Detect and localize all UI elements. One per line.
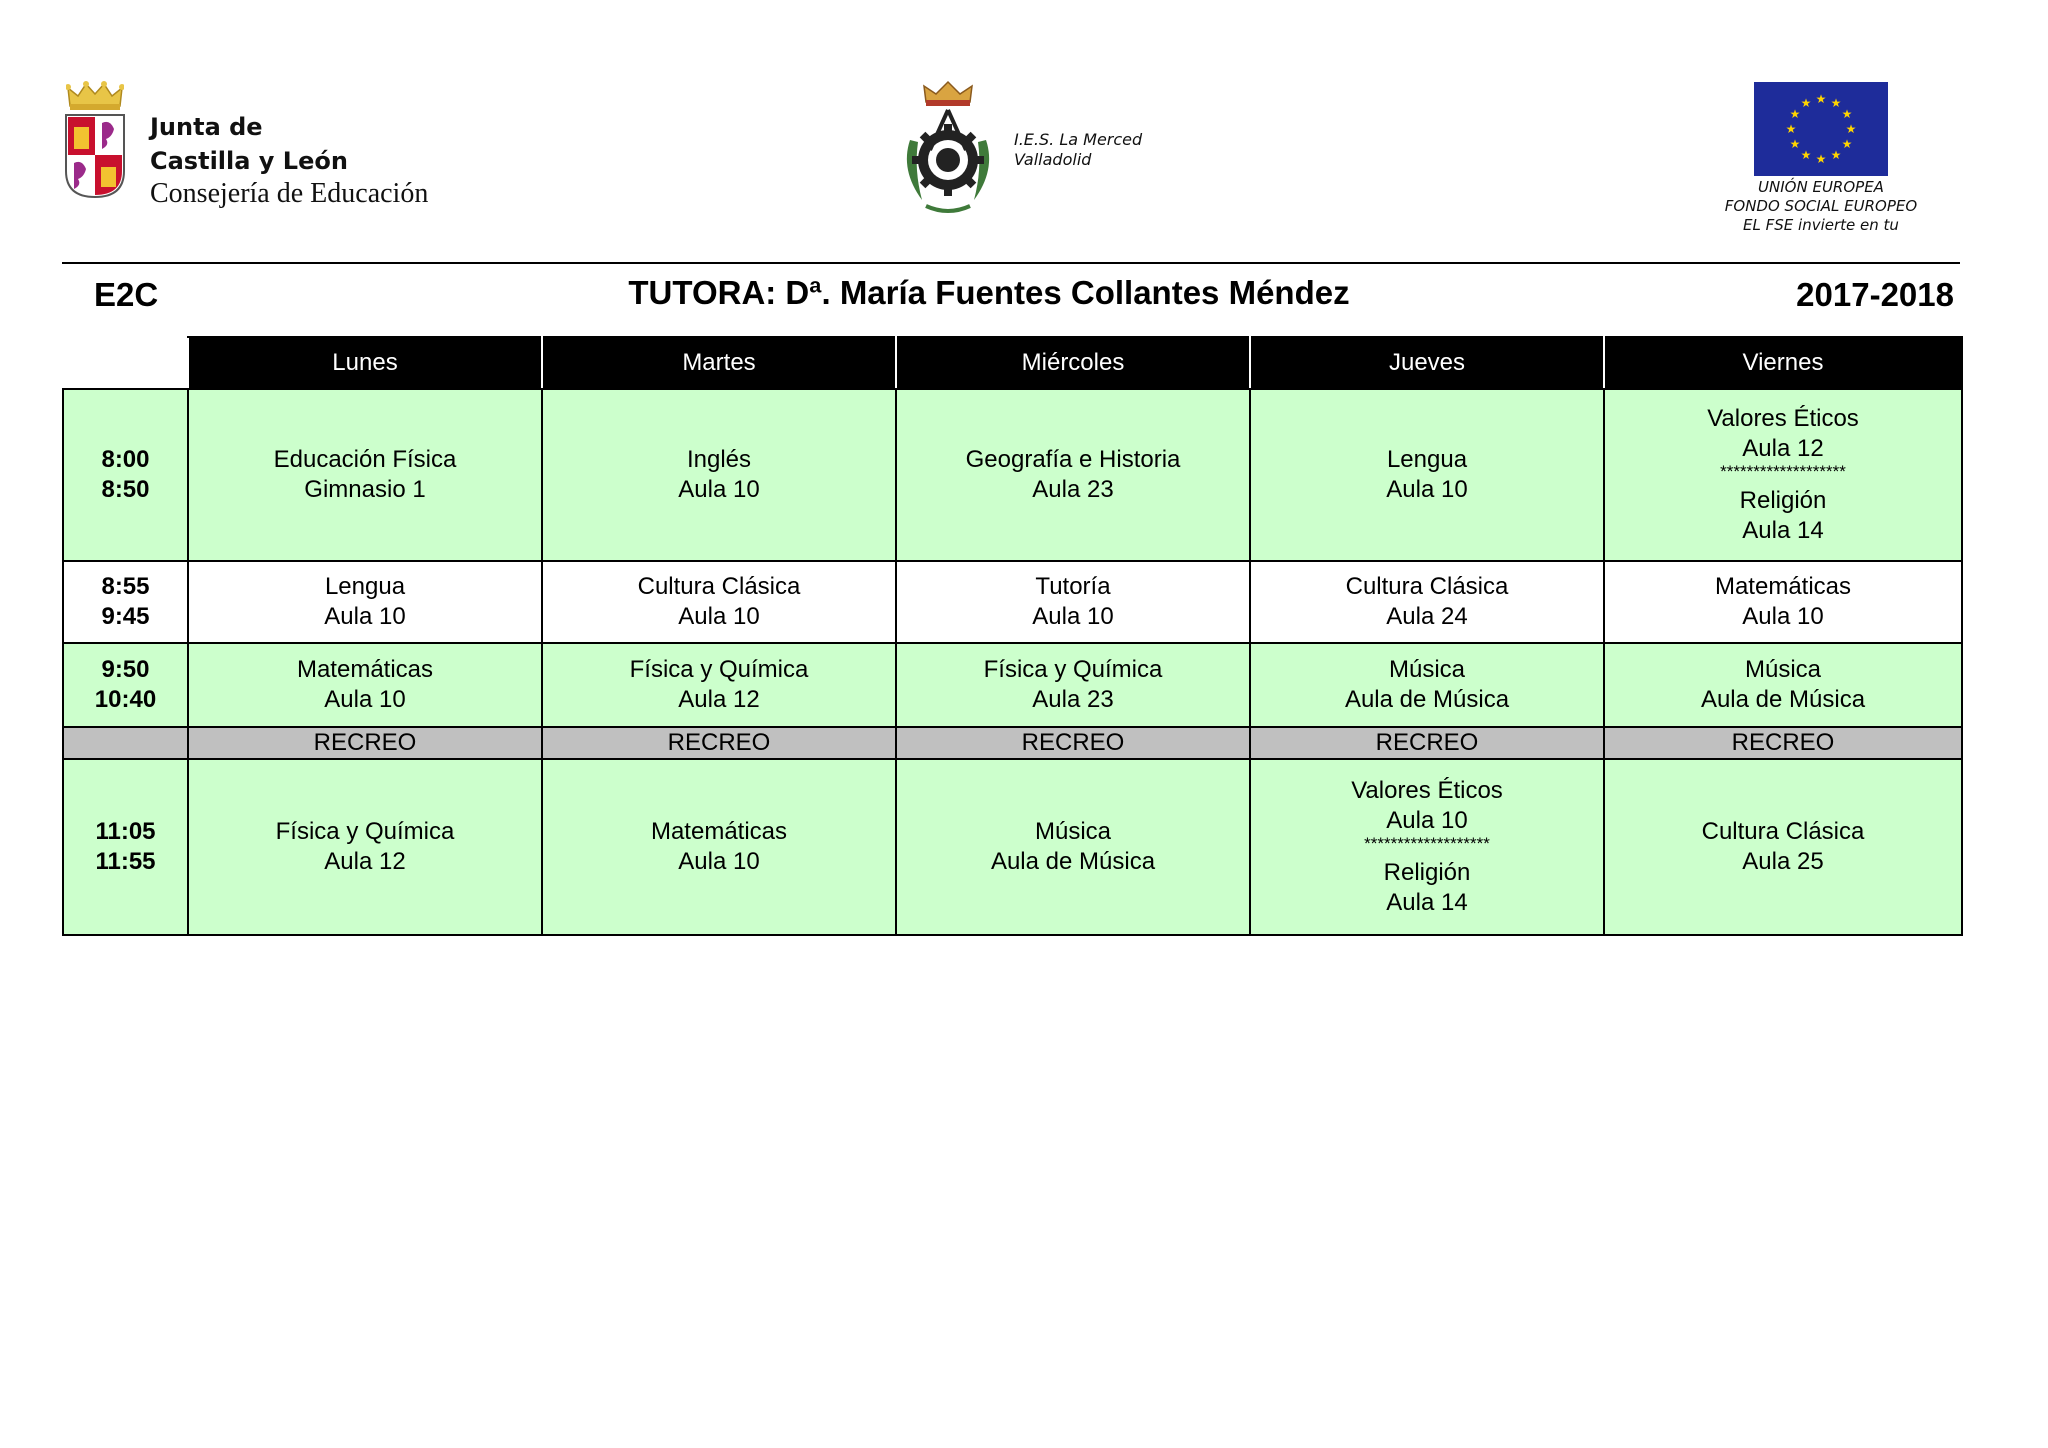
day-header: Jueves (1250, 337, 1604, 389)
room: Aula 23 (1032, 476, 1114, 503)
room: Aula 10 (1386, 476, 1468, 503)
break-cell: RECREO (188, 727, 542, 759)
break-row (63, 727, 1962, 759)
school-city: Valladolid (1014, 150, 1092, 169)
period-row (63, 643, 1962, 727)
crown-icon (66, 80, 124, 110)
room: Aula 10 (678, 603, 760, 630)
alt-subject: Religión (1739, 487, 1827, 514)
castle-lion-shield-icon (64, 113, 126, 199)
lesson-cell (542, 561, 896, 643)
lesson-cell (1250, 561, 1604, 643)
subject: Física y Química (275, 818, 455, 845)
lesson-cell (188, 561, 542, 643)
day-header: Martes (542, 337, 896, 389)
lesson-cell (1604, 759, 1962, 935)
subject: Cultura Clásica (1345, 573, 1509, 600)
subject: Geografía e Historia (965, 446, 1181, 473)
period-time (63, 561, 188, 643)
subject: Física y Química (629, 656, 809, 683)
svg-text:★: ★ (1785, 122, 1797, 136)
room: Aula de Música (990, 848, 1156, 875)
lesson-cell (542, 389, 896, 561)
room: Aula 10 (324, 603, 406, 630)
subject: Inglés (686, 446, 752, 473)
subject: Cultura Clásica (1701, 818, 1865, 845)
lesson-cell (188, 389, 542, 561)
lesson-cell (1604, 561, 1962, 643)
subject: Música (1388, 656, 1466, 683)
lesson-cell (1604, 643, 1962, 727)
corner-cell (63, 337, 188, 389)
school-year: 2017-2018 (1796, 276, 1954, 313)
period-start: 9:50 (101, 656, 150, 683)
room: Aula 25 (1742, 848, 1824, 875)
subject: Valores Éticos (1707, 405, 1859, 432)
jcyl-line1: Junta de (150, 113, 263, 141)
period-start: 8:00 (101, 446, 150, 473)
jcyl-line3: Consejería de Educación (150, 178, 429, 209)
subject: Educación Física (273, 446, 457, 473)
room: Aula 24 (1386, 603, 1468, 630)
alt-room: Aula 14 (1386, 889, 1468, 916)
room: Aula 12 (678, 686, 760, 713)
day-header: Viernes (1604, 337, 1962, 389)
room: Aula 10 (1742, 603, 1824, 630)
subject: Música (1034, 818, 1112, 845)
break-cell: RECREO (896, 727, 1250, 759)
period-time (63, 389, 188, 561)
group-code: E2C (94, 276, 159, 313)
room: Aula 10 (678, 848, 760, 875)
break-cell: RECREO (1604, 727, 1962, 759)
lesson-cell-split (1604, 389, 1962, 561)
period-start: 8:55 (101, 573, 150, 600)
subject: Música (1744, 656, 1822, 683)
period-row (63, 759, 1962, 935)
break-cell: RECREO (1250, 727, 1604, 759)
svg-text:★: ★ (1830, 148, 1842, 162)
period-start: 11:05 (95, 818, 156, 845)
period-end: 8:50 (101, 476, 150, 503)
alt-subject: Religión (1383, 859, 1471, 886)
lesson-cell (896, 561, 1250, 643)
lesson-cell (542, 759, 896, 935)
period-time (63, 643, 188, 727)
junta-castilla-leon-logo (62, 80, 462, 210)
period-end: 10:40 (94, 686, 157, 713)
timetable-header (62, 268, 1960, 320)
lesson-cell (188, 759, 542, 935)
school-logo (896, 80, 1156, 220)
day-header: Lunes (188, 337, 542, 389)
svg-text:★: ★ (1789, 107, 1801, 121)
subject: Tutoría (1035, 573, 1111, 600)
svg-text:★: ★ (1845, 122, 1857, 136)
svg-text:★: ★ (1800, 148, 1812, 162)
lesson-cell (896, 759, 1250, 935)
timetable (62, 336, 1963, 936)
jcyl-line2: Castilla y León (150, 147, 348, 175)
lesson-cell (1250, 389, 1604, 561)
subject: Física y Química (983, 656, 1163, 683)
room: Aula de Música (1344, 686, 1510, 713)
svg-text:★: ★ (1815, 92, 1827, 106)
subject: Lengua (324, 573, 406, 600)
period-end: 9:45 (101, 603, 150, 630)
room: Aula de Música (1700, 686, 1866, 713)
room: Aula 10 (324, 686, 406, 713)
svg-text:★: ★ (1841, 107, 1853, 121)
subject: Lengua (1386, 446, 1468, 473)
svg-text:★: ★ (1841, 137, 1853, 151)
break-time-cell (63, 727, 188, 759)
eu-line2: FONDO SOCIAL EUROPEO (1724, 197, 1918, 215)
school-name: I.E.S. La Merced (1014, 130, 1143, 149)
option-separator: ******************* (1364, 834, 1490, 853)
room: Aula 10 (678, 476, 760, 503)
option-separator: ******************* (1720, 462, 1846, 481)
lesson-cell (1250, 643, 1604, 727)
subject: Matemáticas (296, 656, 434, 683)
svg-text:★: ★ (1800, 96, 1812, 110)
room: Aula 10 (1032, 603, 1114, 630)
room: Aula 10 (1386, 807, 1468, 834)
alt-room: Aula 14 (1742, 517, 1824, 544)
lesson-cell-split (1250, 759, 1604, 935)
period-end: 11:55 (95, 848, 156, 875)
day-header: Miércoles (896, 337, 1250, 389)
eu-flag-icon (1754, 82, 1888, 176)
room: Aula 23 (1032, 686, 1114, 713)
eu-fse-logo (1710, 82, 1930, 242)
subject: Matemáticas (1714, 573, 1852, 600)
svg-text:★: ★ (1815, 152, 1827, 166)
room: Aula 12 (324, 848, 406, 875)
subject: Matemáticas (650, 818, 788, 845)
room: Aula 12 (1742, 435, 1824, 462)
subject: Cultura Clásica (637, 573, 801, 600)
lesson-cell (188, 643, 542, 727)
lesson-cell (896, 643, 1250, 727)
lesson-cell (542, 643, 896, 727)
room: Gimnasio 1 (304, 476, 426, 503)
header-divider (62, 262, 1960, 264)
svg-text:★: ★ (1789, 137, 1801, 151)
period-time (63, 759, 188, 935)
period-row (63, 389, 1962, 561)
subject: Valores Éticos (1351, 777, 1503, 804)
tutor-name: TUTORA: Dª. María Fuentes Collantes Méndez (628, 274, 1350, 311)
break-cell: RECREO (542, 727, 896, 759)
svg-text:★: ★ (1830, 96, 1842, 110)
eu-line1: UNIÓN EUROPEA (1758, 178, 1884, 196)
lesson-cell (896, 389, 1250, 561)
period-row (63, 561, 1962, 643)
gear-compass-emblem-icon (896, 80, 1000, 216)
eu-line3: EL FSE invierte en tu (1743, 216, 1899, 234)
